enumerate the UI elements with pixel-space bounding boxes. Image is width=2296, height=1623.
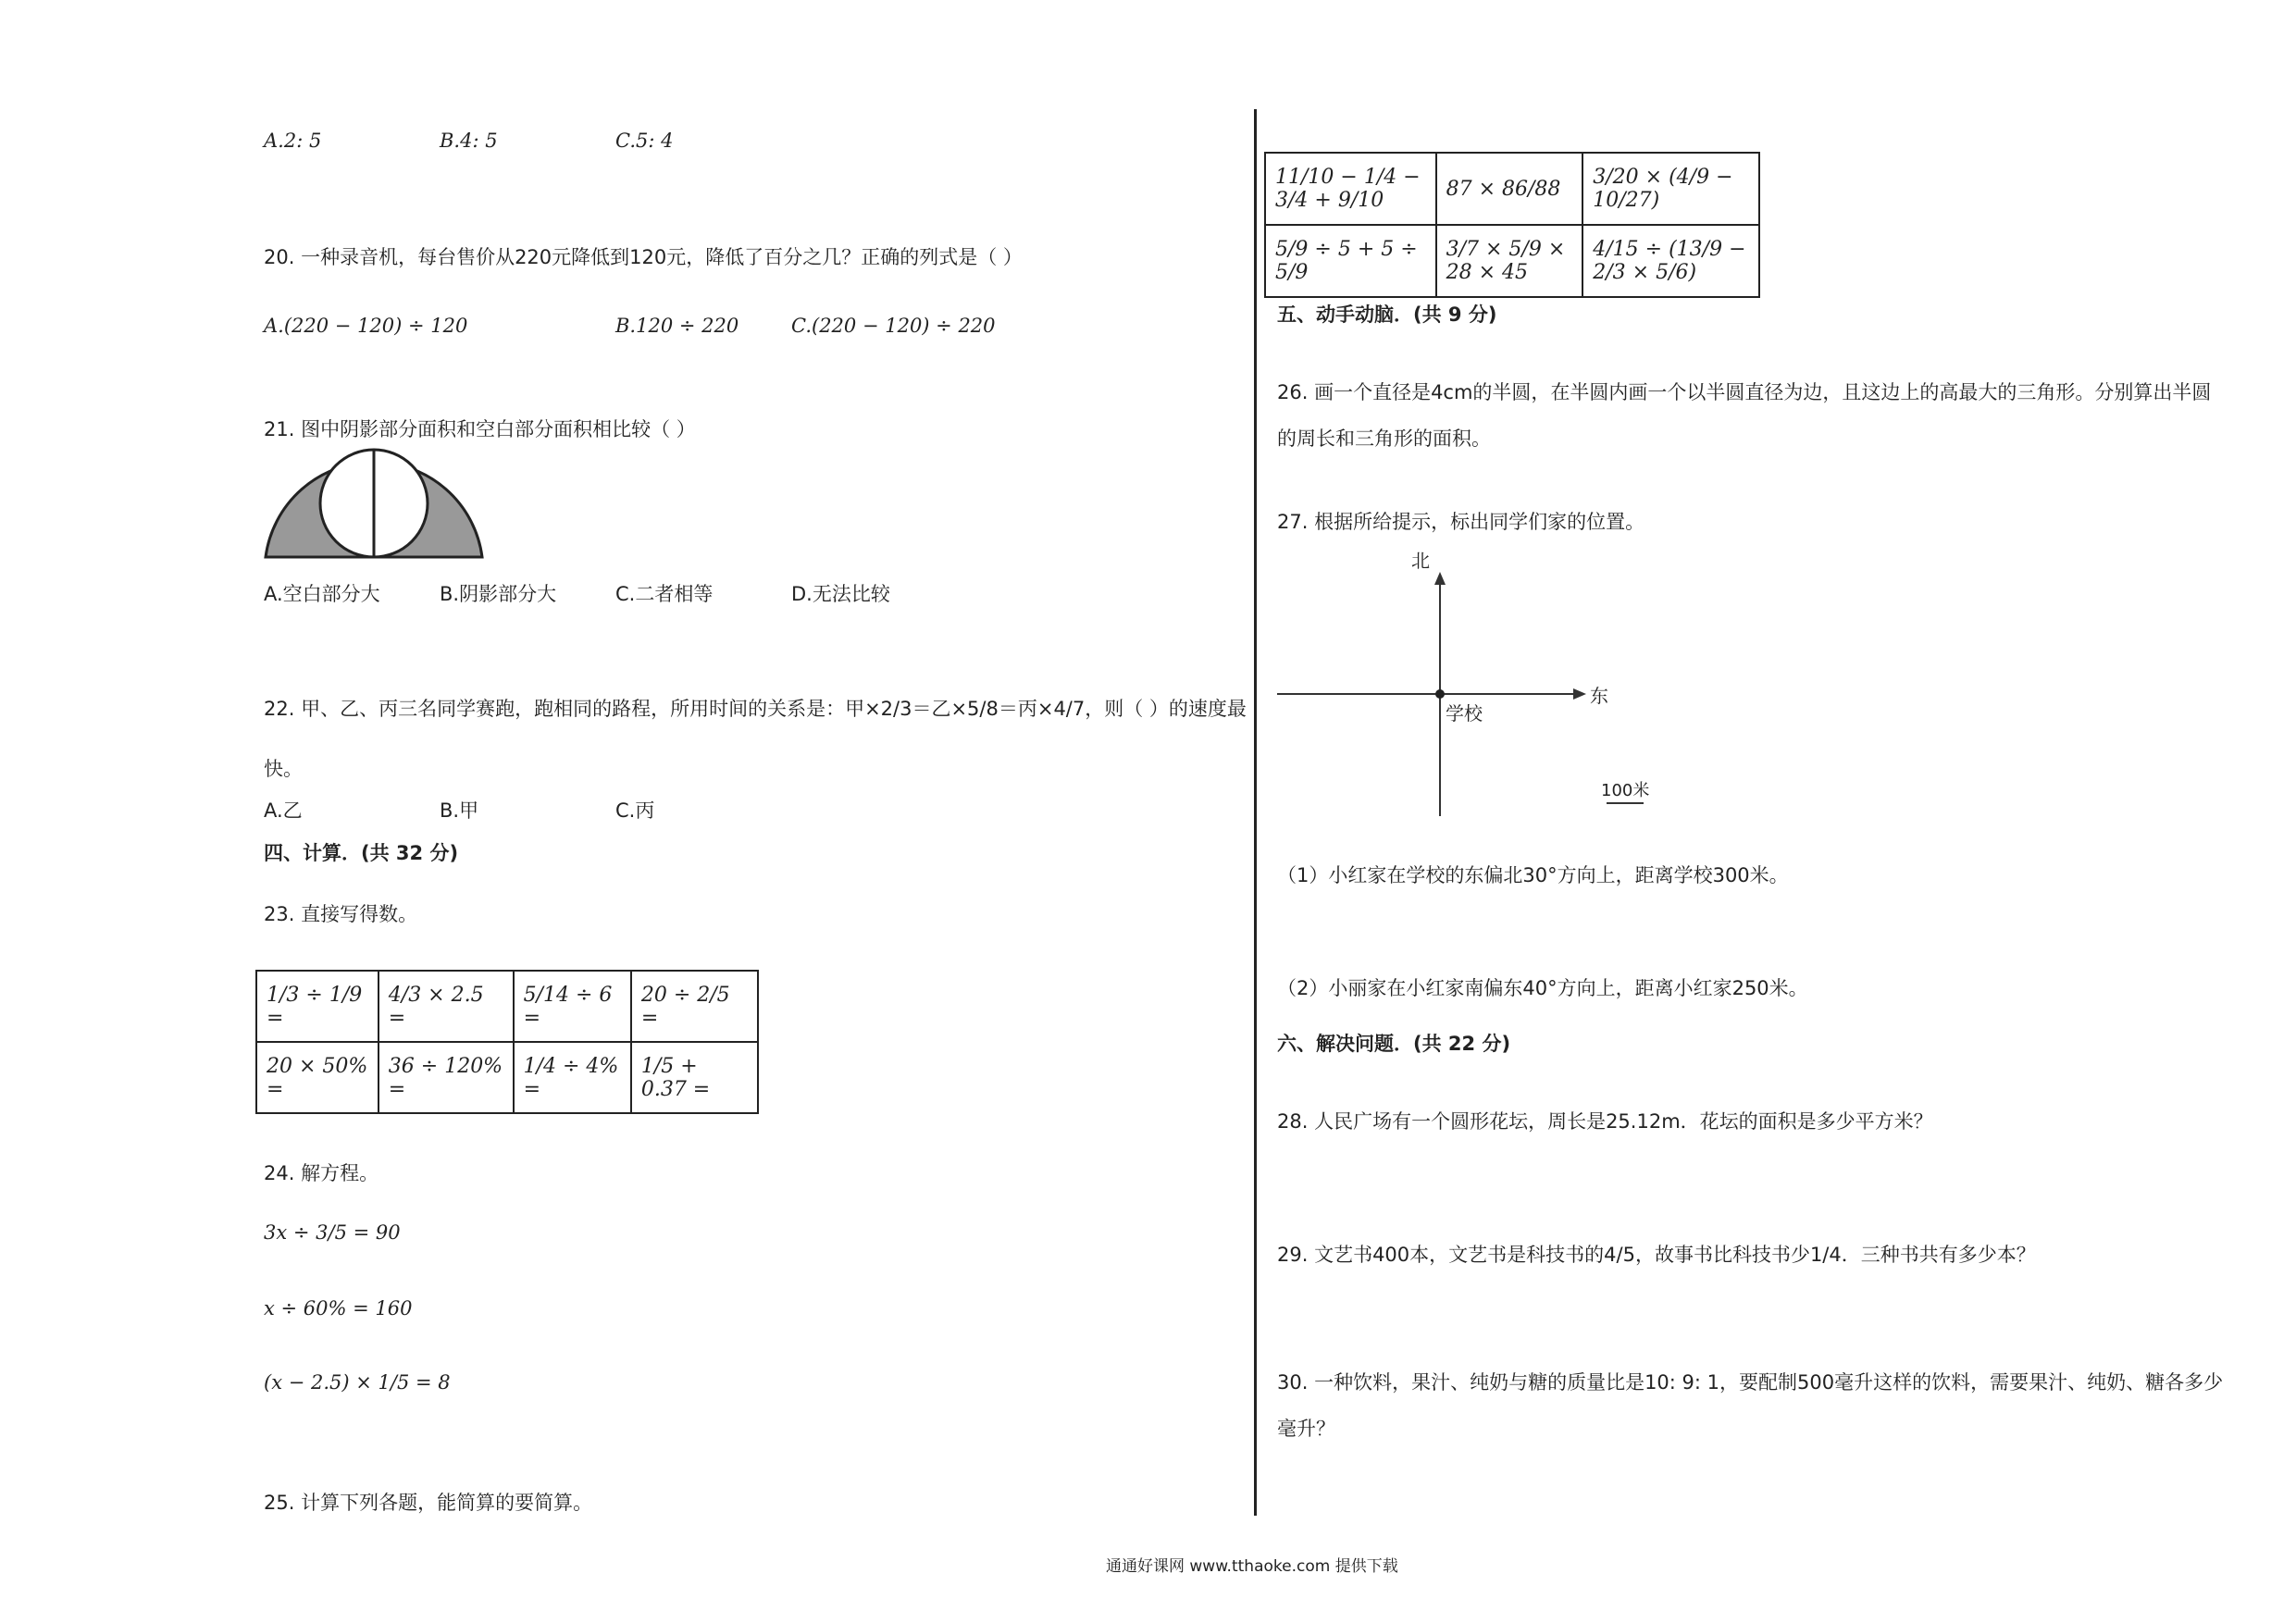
q21-option-d: D.无法比较 (791, 583, 890, 605)
q27-part1: （1）小红家在学校的东偏北30°方向上，距离学校300米。 (1277, 864, 1789, 886)
q21-text: 21. 图中阴影部分面积和空白部分面积相比较（ ） (264, 418, 696, 440)
q19-option-b: B.4: 5 (440, 130, 498, 152)
q21-semicircle-figure (263, 442, 487, 561)
q29-text: 29. 文艺书400本，文艺书是科技书的4/5，故事书比科技书少1/4．三种书共有多少本？ (1277, 1244, 2036, 1266)
q24-equation-1: 3x ÷ 3/5 = 90 (264, 1221, 401, 1244)
map-school-label: 学校 (1446, 702, 1483, 725)
q23-cell: 1/4 ÷ 4% = (514, 1042, 631, 1113)
map-scale-label: 100米 (1601, 781, 1650, 800)
page-footer: 通通好课网 www.tthaoke.com 提供下载 (1106, 1557, 1398, 1576)
q22-option-a: A.乙 (264, 799, 303, 822)
q23-table (255, 970, 759, 1114)
section5-heading: 五、动手动脑．(共 9 分) (1277, 304, 1497, 326)
q23-text: 23. 直接写得数。 (264, 903, 418, 925)
q20-option-a: A.(220 − 120) ÷ 120 (264, 315, 468, 337)
q23-cell: 20 ÷ 2/5 = (631, 971, 758, 1042)
q21-option-b: B.阴影部分大 (440, 583, 557, 605)
q22-option-c: C.丙 (615, 799, 655, 822)
q23-cell: 36 ÷ 120% = (379, 1042, 514, 1113)
map-north-label: 北 (1411, 550, 1430, 572)
q21-option-a: A.空白部分大 (264, 583, 380, 605)
q25-cell: 4/15 ÷ (13/9 − 2/3 × 5/6) (1582, 225, 1759, 297)
q24-equation-2: x ÷ 60% = 160 (264, 1297, 413, 1319)
q27-map (1273, 546, 1644, 824)
section6-heading: 六、解决问题．(共 22 分) (1277, 1033, 1511, 1055)
q30-line2: 毫升？ (1277, 1418, 1335, 1440)
q23-cell: 1/5 + 0.37 = (631, 1042, 758, 1113)
q21-option-c: C.二者相等 (615, 583, 714, 605)
q26-line2: 的周长和三角形的面积。 (1277, 427, 1491, 450)
section4-heading: 四、计算．(共 32 分) (264, 842, 459, 864)
column-divider (1254, 109, 1257, 1516)
q23-cell: 5/14 ÷ 6 = (514, 971, 631, 1042)
q24-text: 24. 解方程。 (264, 1162, 379, 1184)
q27-part2: （2）小丽家在小红家南偏东40°方向上，距离小红家250米。 (1277, 977, 1808, 999)
q20-option-c: C.(220 − 120) ÷ 220 (791, 315, 996, 337)
q22-line1: 22. 甲、乙、丙三名同学赛跑，跑相同的路程，所用时间的关系是：甲×2/3＝乙×5/8＝丙×4/7，则（ ）的速度最 (264, 698, 1247, 720)
q25-cell: 11/10 − 1/4 − 3/4 + 9/10 (1265, 153, 1436, 225)
q25-cell: 87 × 86/88 (1436, 153, 1583, 225)
q22-option-b: B.甲 (440, 799, 479, 822)
q22-line2: 快。 (264, 758, 303, 780)
q25-text: 25. 计算下列各题，能简算的要简算。 (264, 1492, 593, 1514)
q19-option-c: C.5: 4 (615, 130, 674, 152)
q28-text: 28. 人民广场有一个圆形花坛，周长是25.12m．花坛的面积是多少平方米？ (1277, 1110, 1933, 1133)
q26-line1: 26. 画一个直径是4cm的半圆，在半圆内画一个以半圆直径为边，且这边上的高最大的三角形。分别算出半圆 (1277, 381, 2212, 403)
map-east-label: 东 (1590, 685, 1608, 707)
q30-line1: 30. 一种饮料，果汁、纯奶与糖的质量比是10: 9: 1，要配制500毫升这样的饮料，需要果汁、纯奶、糖各多少 (1277, 1371, 2224, 1394)
q20-text: 20. 一种录音机，每台售价从220元降低到120元，降低了百分之几？正确的列式是（ ） (264, 246, 1023, 268)
q25-table (1264, 152, 1760, 298)
q25-cell: 5/9 ÷ 5 + 5 ÷ 5/9 (1265, 225, 1436, 297)
q23-cell: 1/3 ÷ 1/9 = (256, 971, 379, 1042)
q23-cell: 4/3 × 2.5 = (379, 971, 514, 1042)
q24-equation-3: (x − 2.5) × 1/5 = 8 (264, 1371, 451, 1394)
q20-option-b: B.120 ÷ 220 (615, 315, 739, 337)
q27-text: 27. 根据所给提示，标出同学们家的位置。 (1277, 511, 1645, 533)
q25-cell: 3/20 × (4/9 − 10/27) (1582, 153, 1759, 225)
q25-cell: 3/7 × 5/9 × 28 × 45 (1436, 225, 1583, 297)
q23-cell: 20 × 50% = (256, 1042, 379, 1113)
q19-option-a: A.2: 5 (264, 130, 322, 152)
